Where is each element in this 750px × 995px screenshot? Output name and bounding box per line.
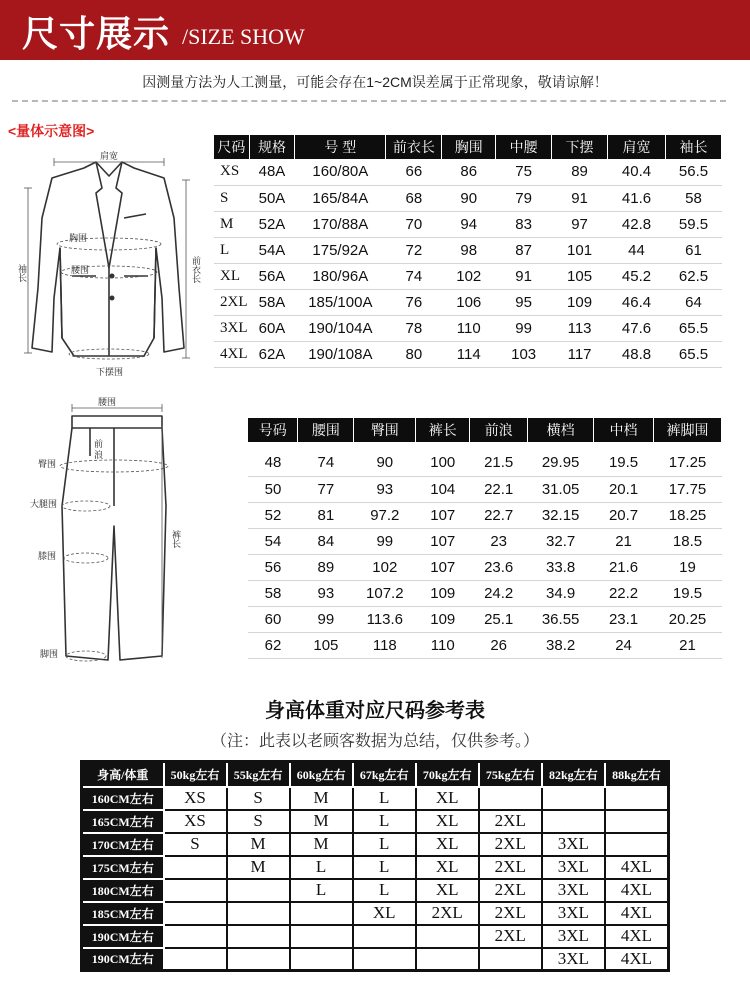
value-cell: 105 <box>298 632 354 658</box>
size-cell: 3XL <box>542 925 605 948</box>
value-cell: 32.7 <box>528 528 594 554</box>
value-cell: 110 <box>416 632 470 658</box>
size-cell: 60 <box>248 606 298 632</box>
size-cell: L <box>214 237 249 263</box>
value-cell: 62.5 <box>666 263 722 289</box>
size-cell: M <box>290 787 353 810</box>
label-chest: 胸围 <box>69 234 88 244</box>
value-cell: 110 <box>442 315 496 341</box>
height-cell: 165CM左右 <box>82 810 164 833</box>
size-cell <box>164 948 227 971</box>
value-cell: 21.6 <box>594 554 654 580</box>
value-cell: 170/88A <box>295 211 386 237</box>
value-cell: 65.5 <box>666 341 722 367</box>
jacket-illustration <box>14 148 204 380</box>
size-cell: L <box>353 879 416 902</box>
size-cell <box>353 948 416 971</box>
height-weight-table <box>80 760 670 972</box>
value-cell: 22.1 <box>470 476 528 502</box>
jacket-header-cell: 尺码 <box>214 135 249 159</box>
value-cell: 107 <box>416 528 470 554</box>
jacket-header-cell: 号 型 <box>295 135 386 159</box>
size-cell <box>227 879 290 902</box>
value-cell: 87 <box>496 237 552 263</box>
reference-table-header <box>82 762 669 787</box>
value-cell: 56.5 <box>666 159 722 185</box>
value-cell: 70 <box>386 211 442 237</box>
size-cell <box>164 856 227 879</box>
size-cell: 4XL <box>605 879 669 902</box>
size-cell <box>227 948 290 971</box>
size-cell <box>416 948 479 971</box>
value-cell: 23 <box>470 528 528 554</box>
value-cell: 76 <box>386 289 442 315</box>
value-cell: 93 <box>298 580 354 606</box>
value-cell: 50A <box>249 185 295 211</box>
size-cell: 3XL <box>542 879 605 902</box>
value-cell: 25.1 <box>470 606 528 632</box>
reference-header-cell: 88kg左右 <box>605 762 669 787</box>
size-cell <box>605 833 669 856</box>
jacket-header-cell: 肩宽 <box>608 135 666 159</box>
jacket-diagram <box>14 148 204 380</box>
value-cell: 61 <box>666 237 722 263</box>
size-cell: S <box>214 185 249 211</box>
size-cell <box>164 879 227 902</box>
size-cell: 2XL <box>214 289 249 315</box>
value-cell: 21 <box>594 528 654 554</box>
pants-header-cell: 前浪 <box>470 418 528 442</box>
table-row <box>82 787 669 810</box>
jacket-header-cell: 袖长 <box>666 135 722 159</box>
jacket-table-body <box>214 159 722 367</box>
size-cell: XL <box>416 833 479 856</box>
label-leg-opening: 脚围 <box>40 650 59 660</box>
table-row <box>248 554 722 580</box>
label-waist: 腰围 <box>71 266 90 276</box>
size-cell: 2XL <box>479 810 542 833</box>
table-row <box>82 948 669 971</box>
reference-header-cell: 67kg左右 <box>353 762 416 787</box>
value-cell: 83 <box>496 211 552 237</box>
value-cell: 107.2 <box>354 580 416 606</box>
value-cell: 21 <box>654 632 722 658</box>
table-row <box>214 341 722 367</box>
value-cell: 90 <box>354 450 416 476</box>
label-front-rise: 前浪 <box>94 440 104 461</box>
value-cell: 17.75 <box>654 476 722 502</box>
reference-header-cell: 60kg左右 <box>290 762 353 787</box>
reference-header-cell: 55kg左右 <box>227 762 290 787</box>
size-cell: L <box>290 879 353 902</box>
value-cell: 165/84A <box>295 185 386 211</box>
table-row <box>214 289 722 315</box>
value-cell: 99 <box>496 315 552 341</box>
table-row <box>214 237 722 263</box>
size-cell: 4XL <box>605 948 669 971</box>
label-shoulder: 肩宽 <box>100 152 119 162</box>
value-cell: 18.5 <box>654 528 722 554</box>
size-cell: 3XL <box>214 315 249 341</box>
size-cell: L <box>290 856 353 879</box>
size-cell: XL <box>416 787 479 810</box>
value-cell: 107 <box>416 554 470 580</box>
table-row <box>82 925 669 948</box>
size-cell: L <box>353 787 416 810</box>
size-cell: 2XL <box>479 856 542 879</box>
size-cell: S <box>164 833 227 856</box>
size-cell: M <box>290 810 353 833</box>
height-cell: 190CM左右 <box>82 948 164 971</box>
size-cell <box>542 810 605 833</box>
value-cell: 45.2 <box>608 263 666 289</box>
reference-header-cell: 身高/体重 <box>82 762 164 787</box>
value-cell: 104 <box>416 476 470 502</box>
value-cell: 95 <box>496 289 552 315</box>
value-cell: 29.95 <box>528 450 594 476</box>
table-row <box>82 902 669 925</box>
label-front-length: 前衣长 <box>190 256 200 283</box>
size-cell: XL <box>214 263 249 289</box>
size-cell: L <box>353 856 416 879</box>
jacket-header-cell: 前衣长 <box>386 135 442 159</box>
value-cell: 109 <box>416 580 470 606</box>
value-cell: 109 <box>552 289 608 315</box>
size-cell: 3XL <box>542 902 605 925</box>
size-cell <box>227 902 290 925</box>
value-cell: 80 <box>386 341 442 367</box>
value-cell: 175/92A <box>295 237 386 263</box>
size-cell <box>353 925 416 948</box>
table-row <box>248 632 722 658</box>
value-cell: 90 <box>442 185 496 211</box>
value-cell: 91 <box>552 185 608 211</box>
pants-table-header <box>248 418 722 442</box>
diagram-title: <量体示意图> <box>8 123 95 139</box>
value-cell: 22.2 <box>594 580 654 606</box>
table-row <box>248 606 722 632</box>
value-cell: 74 <box>386 263 442 289</box>
size-cell <box>416 925 479 948</box>
value-cell: 190/108A <box>295 341 386 367</box>
size-cell: L <box>353 810 416 833</box>
value-cell: 81 <box>298 502 354 528</box>
table-row <box>248 450 722 476</box>
value-cell: 34.9 <box>528 580 594 606</box>
value-cell: 102 <box>442 263 496 289</box>
pants-header-cell: 中档 <box>594 418 654 442</box>
size-cell: 3XL <box>542 833 605 856</box>
value-cell: 64 <box>666 289 722 315</box>
value-cell: 102 <box>354 554 416 580</box>
value-cell: 54A <box>249 237 295 263</box>
value-cell: 48.8 <box>608 341 666 367</box>
value-cell: 22.7 <box>470 502 528 528</box>
value-cell: 21.5 <box>470 450 528 476</box>
size-cell: 2XL <box>479 902 542 925</box>
pants-header-cell: 腰围 <box>298 418 354 442</box>
value-cell: 86 <box>442 159 496 185</box>
jacket-size-table <box>214 135 722 368</box>
size-cell <box>605 810 669 833</box>
value-cell: 19.5 <box>594 450 654 476</box>
size-cell: XL <box>353 902 416 925</box>
jacket-header-cell: 胸围 <box>442 135 496 159</box>
size-cell <box>290 902 353 925</box>
value-cell: 36.55 <box>528 606 594 632</box>
size-cell: M <box>227 856 290 879</box>
pants-diagram <box>26 396 206 668</box>
size-cell: M <box>214 211 249 237</box>
value-cell: 48A <box>249 159 295 185</box>
value-cell: 24.2 <box>470 580 528 606</box>
size-cell: XS <box>164 787 227 810</box>
size-cell: 50 <box>248 476 298 502</box>
value-cell: 19 <box>654 554 722 580</box>
value-cell: 20.25 <box>654 606 722 632</box>
height-cell: 175CM左右 <box>82 856 164 879</box>
size-cell: XL <box>416 879 479 902</box>
pants-table-body <box>248 450 722 658</box>
header-banner <box>0 0 750 60</box>
size-cell: 4XL <box>605 856 669 879</box>
value-cell: 105 <box>552 263 608 289</box>
value-cell: 79 <box>496 185 552 211</box>
value-cell: 66 <box>386 159 442 185</box>
value-cell: 160/80A <box>295 159 386 185</box>
value-cell: 41.6 <box>608 185 666 211</box>
value-cell: 99 <box>354 528 416 554</box>
value-cell: 91 <box>496 263 552 289</box>
jacket-header-cell: 规格 <box>249 135 295 159</box>
value-cell: 60A <box>249 315 295 341</box>
size-cell: XL <box>416 810 479 833</box>
jacket-header-cell: 中腰 <box>496 135 552 159</box>
size-cell: 54 <box>248 528 298 554</box>
label-knee: 膝围 <box>38 552 57 562</box>
size-cell <box>479 787 542 810</box>
value-cell: 40.4 <box>608 159 666 185</box>
pants-header-cell: 号码 <box>248 418 298 442</box>
value-cell: 118 <box>354 632 416 658</box>
table-row <box>82 833 669 856</box>
value-cell: 74 <box>298 450 354 476</box>
table-row <box>214 185 722 211</box>
value-cell: 84 <box>298 528 354 554</box>
value-cell: 72 <box>386 237 442 263</box>
value-cell: 97 <box>552 211 608 237</box>
jacket-table-header <box>214 135 722 159</box>
pants-header-cell: 裤长 <box>416 418 470 442</box>
value-cell: 106 <box>442 289 496 315</box>
value-cell: 89 <box>298 554 354 580</box>
size-cell: M <box>290 833 353 856</box>
value-cell: 97.2 <box>354 502 416 528</box>
height-cell: 180CM左右 <box>82 879 164 902</box>
table-row <box>214 211 722 237</box>
value-cell: 94 <box>442 211 496 237</box>
height-cell: 190CM左右 <box>82 925 164 948</box>
size-cell: 48 <box>248 450 298 476</box>
value-cell: 114 <box>442 341 496 367</box>
size-cell: XL <box>416 856 479 879</box>
size-cell: XS <box>164 810 227 833</box>
value-cell: 68 <box>386 185 442 211</box>
value-cell: 19.5 <box>654 580 722 606</box>
value-cell: 59.5 <box>666 211 722 237</box>
table-row <box>82 879 669 902</box>
value-cell: 109 <box>416 606 470 632</box>
value-cell: 65.5 <box>666 315 722 341</box>
size-cell: M <box>227 833 290 856</box>
reference-header-cell: 50kg左右 <box>164 762 227 787</box>
table-row <box>214 159 722 185</box>
value-cell: 17.25 <box>654 450 722 476</box>
height-cell: 170CM左右 <box>82 833 164 856</box>
reference-note: （注：此表以老顾客数据为总结，仅供参考。） <box>210 731 539 750</box>
size-cell <box>164 902 227 925</box>
size-cell <box>227 925 290 948</box>
value-cell: 185/100A <box>295 289 386 315</box>
size-cell <box>290 925 353 948</box>
size-cell <box>290 948 353 971</box>
size-cell <box>542 787 605 810</box>
value-cell: 113.6 <box>354 606 416 632</box>
value-cell: 93 <box>354 476 416 502</box>
value-cell: 180/96A <box>295 263 386 289</box>
value-cell: 24 <box>594 632 654 658</box>
value-cell: 32.15 <box>528 502 594 528</box>
size-cell: 2XL <box>479 925 542 948</box>
value-cell: 62A <box>249 341 295 367</box>
label-hem: 下摆围 <box>96 368 124 378</box>
pants-header-cell: 臀围 <box>354 418 416 442</box>
value-cell: 101 <box>552 237 608 263</box>
pants-header-cell: 裤脚围 <box>654 418 722 442</box>
value-cell: 103 <box>496 341 552 367</box>
label-hip: 臀围 <box>38 460 57 470</box>
table-row <box>248 580 722 606</box>
dashed-divider <box>12 100 726 102</box>
reference-header-cell: 75kg左右 <box>479 762 542 787</box>
label-pants-waist: 腰围 <box>98 398 117 408</box>
value-cell: 18.25 <box>654 502 722 528</box>
value-cell: 47.6 <box>608 315 666 341</box>
size-cell: 58 <box>248 580 298 606</box>
size-cell: 62 <box>248 632 298 658</box>
value-cell: 190/104A <box>295 315 386 341</box>
size-cell: 56 <box>248 554 298 580</box>
size-cell: 2XL <box>416 902 479 925</box>
banner-subtitle: /SIZE SHOW <box>182 24 305 49</box>
size-cell <box>605 787 669 810</box>
value-cell: 78 <box>386 315 442 341</box>
table-row <box>248 528 722 554</box>
value-cell: 75 <box>496 159 552 185</box>
table-row <box>248 476 722 502</box>
size-cell: 2XL <box>479 879 542 902</box>
value-cell: 20.7 <box>594 502 654 528</box>
value-cell: 23.1 <box>594 606 654 632</box>
value-cell: 42.8 <box>608 211 666 237</box>
value-cell: 44 <box>608 237 666 263</box>
size-cell: S <box>227 810 290 833</box>
label-sleeve: 袖长 <box>16 264 26 282</box>
size-cell: 3XL <box>542 856 605 879</box>
size-cell: 3XL <box>542 948 605 971</box>
table-row <box>214 263 722 289</box>
size-cell: 4XL <box>605 925 669 948</box>
value-cell: 58 <box>666 185 722 211</box>
value-cell: 26 <box>470 632 528 658</box>
value-cell: 56A <box>249 263 295 289</box>
pants-header-cell: 横档 <box>528 418 594 442</box>
size-cell: 2XL <box>479 833 542 856</box>
value-cell: 31.05 <box>528 476 594 502</box>
value-cell: 117 <box>552 341 608 367</box>
value-cell: 100 <box>416 450 470 476</box>
value-cell: 113 <box>552 315 608 341</box>
reference-table-body <box>82 787 669 971</box>
value-cell: 33.8 <box>528 554 594 580</box>
reference-title: 身高体重对应尺码参考表 <box>265 698 485 722</box>
reference-header-cell: 70kg左右 <box>416 762 479 787</box>
label-pants-length: 裤长 <box>170 530 180 548</box>
value-cell: 77 <box>298 476 354 502</box>
measurement-notice: 因测量方法为人工测量，可能会存在1~2CM误差属于正常现象，敬请谅解！ <box>142 74 608 90</box>
value-cell: 98 <box>442 237 496 263</box>
value-cell: 38.2 <box>528 632 594 658</box>
size-cell: 4XL <box>214 341 249 367</box>
size-cell: L <box>353 833 416 856</box>
table-row <box>82 810 669 833</box>
table-row <box>214 315 722 341</box>
value-cell: 99 <box>298 606 354 632</box>
pants-size-table <box>248 418 722 659</box>
label-thigh: 大腿围 <box>30 500 58 510</box>
reference-header-cell: 82kg左右 <box>542 762 605 787</box>
table-row <box>248 502 722 528</box>
size-cell <box>479 948 542 971</box>
value-cell: 89 <box>552 159 608 185</box>
size-cell: S <box>227 787 290 810</box>
banner-title: 尺寸展示 <box>22 14 171 55</box>
value-cell: 20.1 <box>594 476 654 502</box>
size-cell <box>164 925 227 948</box>
height-cell: 185CM左右 <box>82 902 164 925</box>
size-cell: 52 <box>248 502 298 528</box>
value-cell: 52A <box>249 211 295 237</box>
value-cell: 46.4 <box>608 289 666 315</box>
size-cell: XS <box>214 159 249 185</box>
value-cell: 107 <box>416 502 470 528</box>
jacket-header-cell: 下摆 <box>552 135 608 159</box>
table-row <box>82 856 669 879</box>
size-cell: 4XL <box>605 902 669 925</box>
height-cell: 160CM左右 <box>82 787 164 810</box>
value-cell: 23.6 <box>470 554 528 580</box>
value-cell: 58A <box>249 289 295 315</box>
